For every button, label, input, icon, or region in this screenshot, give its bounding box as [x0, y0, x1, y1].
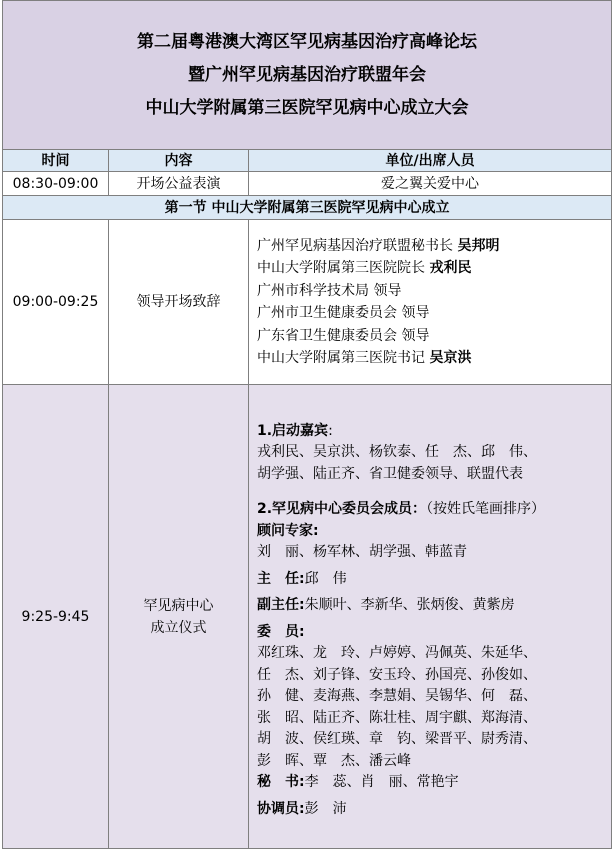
attendee-line: 中山大学附属第三医院书记 吴京洪 [257, 350, 472, 366]
member-line: 任 杰、刘子锋、安玉玲、孙国亮、孙俊如、 [257, 666, 537, 683]
row3-content: 罕见病中心 成立仪式 [109, 385, 249, 849]
row2-attendees [249, 220, 612, 385]
agenda-table [2, 0, 612, 849]
header-unit: 单位/出席人员 [249, 150, 612, 172]
member-line: 胡 波、侯红瑛、章 钧、梁晋平、尉秀清、 [257, 731, 537, 748]
section-row [3, 196, 612, 220]
launch-guests: 胡学强、陆正齐、省卫健委领导、联盟代表 [257, 465, 523, 482]
table-row [3, 172, 612, 196]
advisor-list: 刘 丽、杨军林、胡学强、韩蓝青 [257, 544, 467, 561]
title-line-3: 中山大学附属第三医院罕见病中心成立大会 [145, 97, 469, 118]
header-row [3, 150, 612, 172]
director-line: 主 任:邱 伟 [257, 570, 347, 587]
title-line-2: 暨广州罕见病基因治疗联盟年会 [188, 64, 427, 85]
row3-details [249, 385, 612, 849]
attendee-line: 中山大学附属第三医院院长 戎利民 [257, 260, 472, 276]
secretary-line: 秘 书:李 蕊、肖 丽、常艳宇 [257, 774, 459, 791]
header-content: 内容 [109, 150, 249, 172]
member-line: 邓红珠、龙 玲、卢婷婷、冯佩英、朱延华、 [257, 645, 537, 662]
member-line: 孙 健、麦海燕、李慧娟、吴锡华、何 磊、 [257, 688, 537, 705]
title-line-1: 第二届粤港澳大湾区罕见病基因治疗高峰论坛 [137, 31, 478, 52]
row1-time: 08:30-09:00 [3, 172, 109, 196]
members-label: 委 员: [257, 623, 305, 640]
table-row [3, 385, 612, 849]
row1-content: 开场公益表演 [109, 172, 249, 196]
launch-guests: 戎利民、吴京洪、杨钦泰、任 杰、邱 伟、 [257, 444, 537, 461]
attendee-line: 广州市卫生健康委员会 领导 [257, 305, 430, 321]
row2-content: 领导开场致辞 [109, 220, 249, 385]
header-time: 时间 [3, 150, 109, 172]
committee-heading: 2.罕见病中心委员会成员：（按姓氏笔画排序） [257, 501, 546, 518]
attendee-line: 广州市科学技术局 领导 [257, 282, 402, 299]
member-line: 张 昭、陆正齐、陈壮桂、周宇麒、郑海清、 [257, 709, 537, 726]
row2-time: 09:00-09:25 [3, 220, 109, 385]
launch-heading: 1.启动嘉宾: [257, 422, 333, 439]
table-row [3, 220, 612, 385]
attendee-line: 广州罕见病基因治疗联盟秘书长 吴邦明 [257, 237, 500, 254]
member-line: 彭 晖、覃 杰、潘云峰 [257, 752, 411, 769]
section-title: 第一节 中山大学附属第三医院罕见病中心成立 [3, 196, 612, 220]
title-banner [3, 1, 612, 150]
row1-unit: 爱之翼关爱中心 [249, 172, 612, 196]
vice-director-line: 副主任:朱顺叶、李新华、张炳俊、黄紫房 [257, 597, 515, 614]
advisor-label: 顾问专家: [257, 522, 319, 539]
row3-time: 9:25-9:45 [3, 385, 109, 849]
attendee-line: 广东省卫生健康委员会 领导 [257, 327, 430, 344]
coordinator-line: 协调员:彭 沛 [257, 800, 347, 817]
